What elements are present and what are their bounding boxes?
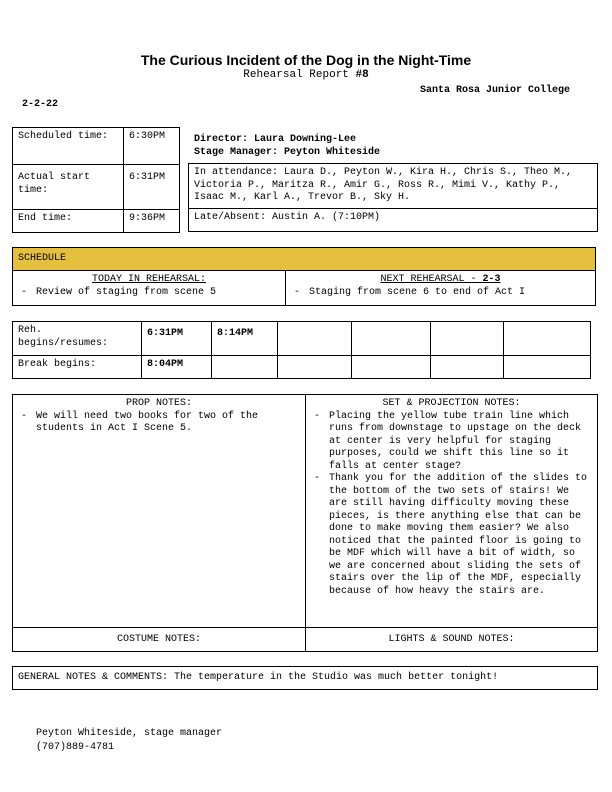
late-absent: Late/Absent: Austin A. (7:10PM): [189, 209, 598, 232]
break-label: Break begins:: [13, 356, 142, 379]
times-table: [12, 127, 180, 233]
resume-empty-6: [504, 322, 591, 356]
next-cell: [286, 271, 596, 306]
break-time-1: 8:04PM: [142, 356, 212, 379]
end-time-label: End time:: [13, 210, 124, 233]
breaks-table: [12, 321, 591, 379]
attendance-table: [188, 163, 598, 232]
report-subtitle: [0, 69, 612, 81]
resume-label: Reh. begins/resumes:: [13, 322, 142, 356]
resume-empty-5: [431, 322, 504, 356]
today-item: - Review of staging from scene 5: [18, 287, 280, 300]
actual-start-value: 6:31PM: [124, 165, 180, 210]
phone-number: (707)889-4781: [36, 742, 115, 753]
director: Director: Laura Downing-Lee: [194, 134, 357, 145]
costume-notes-heading: COSTUME NOTES:: [13, 628, 306, 652]
actual-start-label: Actual start time:: [13, 165, 124, 210]
prop-notes-cell: [13, 395, 306, 628]
schedule-heading: SCHEDULE: [13, 248, 596, 271]
prop-note-item: - We will need two books for two of the students in Act I Scene 5.: [18, 411, 300, 436]
lights-sound-heading: LIGHTS & SOUND NOTES:: [306, 628, 598, 652]
general-notes: GENERAL NOTES & COMMENTS: The temperature in the Studio was much better tonight!: [13, 667, 598, 690]
report-date: 2-2-22: [22, 99, 59, 110]
set-note-item: - Placing the yellow tube train line which runs from downstage to upstage on the deck at center is very helpful for staging purposes, could we shift this line so it falls at center stage?: [311, 411, 592, 474]
scheduled-time-value: 6:30PM: [124, 128, 180, 165]
general-notes-table: [12, 666, 598, 690]
report-title: The Curious Incident of the Dog in the Night-Time: [140, 52, 472, 68]
today-cell: [13, 271, 286, 306]
signature: Peyton Whiteside, stage manager: [36, 728, 223, 739]
next-item: - Staging from scene 6 to end of Act I: [291, 287, 590, 300]
break-empty-3: [278, 356, 352, 379]
next-label-prefix: NEXT REHEARSAL -: [380, 274, 483, 285]
scheduled-time-label: Scheduled time:: [13, 128, 124, 165]
next-label-date: 2-3: [482, 274, 501, 285]
break-empty-4: [352, 356, 431, 379]
report-label: Rehearsal Report: [243, 69, 349, 81]
stage-manager: Stage Manager: Peyton Whiteside: [194, 147, 381, 158]
break-empty-2: [212, 356, 278, 379]
set-notes-heading: SET & PROJECTION NOTES:: [382, 398, 521, 409]
notes-table: [12, 394, 598, 652]
end-time-value: 9:36PM: [124, 210, 180, 233]
attendance-list: In attendance: Laura D., Peyton W., Kira H., Chris S., Theo M., Victoria P., Maritza R., Amir G., Ross R., Mimi V., Kathy P., Isaac M., Karl A., Trevor B., Sky H.: [189, 164, 598, 209]
resume-empty-3: [278, 322, 352, 356]
next-label: [291, 274, 590, 287]
prop-notes-heading: PROP NOTES:: [125, 398, 192, 409]
resume-empty-4: [352, 322, 431, 356]
resume-time-2: 8:14PM: [212, 322, 278, 356]
today-label: TODAY IN REHEARSAL:: [91, 274, 207, 285]
resume-time-1: 6:31PM: [142, 322, 212, 356]
report-number: #8: [355, 69, 369, 81]
set-note-item: - Thank you for the addition of the slides to the bottom of the two sets of stairs! We are still having difficulty moving these pieces, is there anything else that can be done to make moving them easier? We also noticed that the painted floor is going to be MDF which will have a bit of width, so we are concerned about sliding the sets of stairs over the lip of the MDF, especially because of how heavy the stairs are.: [311, 473, 592, 598]
school-name: Santa Rosa Junior College: [420, 85, 571, 96]
break-empty-6: [504, 356, 591, 379]
set-notes-cell: [306, 395, 598, 628]
schedule-table: [12, 247, 596, 306]
break-empty-5: [431, 356, 504, 379]
